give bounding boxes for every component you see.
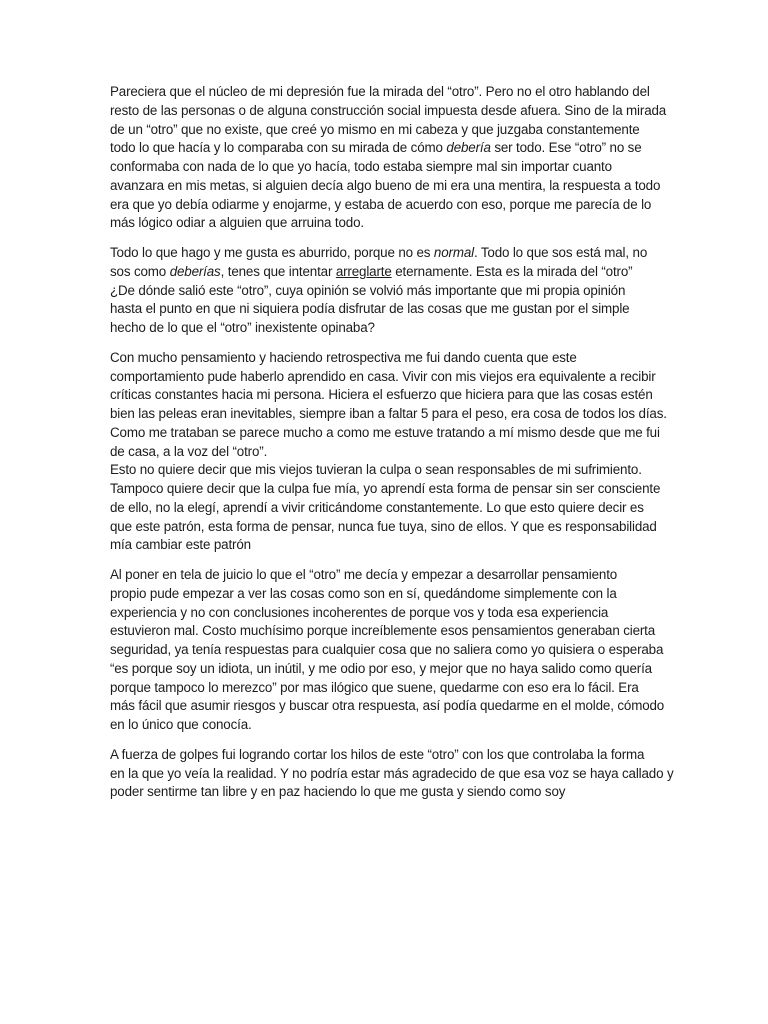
text-line [110, 214, 660, 233]
text-line [110, 424, 660, 443]
text-line [110, 319, 660, 338]
text-segment: Pareciera que el núcleo de mi depresión fue la mirada del “otro”. Pero no el otro hablando del [110, 84, 650, 99]
text-segment: resto de las personas o de alguna construcción social impuesta desde afuera. Sino de la mirada [110, 102, 667, 118]
text-segment: en la que yo veía la realidad. Y no podría estar más agradecido de que esa voz se haya callado y [110, 765, 674, 781]
text-segment: de un “otro” que no existe, que creé yo mismo en mi cabeza y que juzgaba constantemente [110, 121, 640, 137]
text-line [110, 499, 660, 518]
text-segment: Esto no quiere decir que mis viejos tuvieran la culpa o sean responsables de mi sufrimiento. [110, 462, 642, 478]
text-segment: hecho de lo que el “otro” inexistente opinaba? [110, 320, 375, 335]
emphasized-text: debería [446, 140, 491, 156]
text-line [110, 461, 660, 480]
text-segment: estuvieron mal. Costo muchísimo porque increíblemente esos pensamientos generaban cierta [110, 623, 656, 639]
text-segment: bien las peleas eran inevitables, siempre iban a faltar 5 para el peso, era cosa de todos los días. [110, 406, 667, 421]
text-segment: era que yo debía odiarme y enojarme, y estaba de acuerdo con eso, porque me parecía de lo [110, 196, 652, 212]
text-line [110, 102, 667, 121]
paragraph [110, 746, 674, 802]
text-line [110, 121, 660, 140]
emphasized-text: deberías [169, 263, 221, 279]
text-segment: Como me trataban se parece mucho a como me estuve tratando a mí mismo desde que me fui [110, 424, 660, 440]
emphasized-text: normal [433, 245, 474, 260]
text-line [110, 480, 660, 499]
text-segment: eternamente. Esta es la mirada del “otro” [391, 263, 633, 279]
text-line [110, 518, 660, 537]
text-line [110, 716, 660, 735]
paragraph [110, 244, 660, 338]
text-segment: experiencia y no con conclusiones incoherentes de porque vos y toda esa experiencia [110, 604, 609, 620]
text-segment: en lo único que conocía. [110, 717, 252, 732]
text-segment: de casa, a la voz del “otro”. [110, 443, 268, 459]
text-segment: Al poner en tela de juicio lo que el “otro” me decía y empezar a desarrollar pensamiento [110, 567, 618, 582]
text-line [110, 566, 660, 585]
text-line [110, 765, 674, 784]
text-segment: , tenes que intentar [220, 263, 336, 279]
text-line [110, 783, 660, 802]
text-segment: más fácil que asumir riesgos y buscar otra respuesta, así podía quedarme en el molde, cómodo [110, 698, 665, 714]
text-segment: Tampoco quiere decir que la culpa fue mía, yo aprendí esta forma de pensar sin ser consciente [110, 481, 661, 496]
text-segment: críticas constantes hacia mi persona. Hiciera el esfuerzo que hiciera para que las cosas estén [110, 387, 653, 403]
paragraph [110, 83, 667, 233]
text-segment: conformaba con nada de lo que yo hacía, todo estaba siempre mal sin importar cuanto [110, 159, 612, 174]
text-line [110, 697, 665, 716]
text-line [110, 622, 660, 641]
paragraph [110, 566, 665, 735]
text-line [110, 263, 660, 282]
text-segment: Todo lo que hago y me gusta es aburrido, porque no es [110, 245, 434, 260]
text-segment: hasta el punto en que ni siquiera podía disfrutar de las cosas que me gustan por el simple [110, 301, 630, 317]
text-line [110, 660, 660, 679]
text-segment: . Todo lo que sos está mal, no [473, 245, 648, 260]
text-segment: más lógico odiar a alguien que arruina todo. [110, 215, 364, 231]
text-line [110, 177, 660, 196]
text-segment: porque tampoco lo merezco” por mas ilógico que suene, quedarme con eso era lo fácil. Era [110, 679, 639, 695]
text-line [110, 746, 660, 765]
text-line [110, 244, 660, 263]
text-line [110, 83, 660, 102]
text-segment: avanzara en mis metas, si alguien decía algo bueno de mi era una mentira, la respuesta a todo [110, 177, 661, 193]
text-line [110, 368, 660, 387]
text-segment: ser todo. Ese “otro” no se [490, 140, 642, 156]
paragraph [110, 349, 667, 555]
text-line [110, 282, 660, 301]
text-segment: A fuerza de golpes fui logrando cortar los hilos de este “otro” con los que controlaba la forma [110, 746, 645, 762]
text-segment: ¿De dónde salió este “otro”, cuya opinión se volvió más importante que mi propia opinión [110, 282, 626, 298]
text-line [110, 679, 660, 698]
text-segment: propio pude empezar a ver las cosas como son en sí, quedándome simplemente con la [110, 585, 617, 601]
text-line [110, 536, 660, 555]
text-segment: todo lo que hacía y lo comparaba con su mirada de cómo [110, 140, 447, 156]
text-segment: seguridad, ya tenía respuestas para cualquier cosa que no saliera como yo quisiera o esperaba [110, 642, 664, 657]
text-segment: sos como [110, 263, 170, 279]
text-line [110, 641, 664, 660]
text-line [110, 585, 660, 604]
text-segment: Con mucho pensamiento y haciendo retrospectiva me fui dando cuenta que este [110, 349, 577, 365]
text-segment: mía cambiar este patrón [110, 537, 251, 553]
text-line [110, 349, 660, 368]
text-line [110, 405, 667, 424]
underlined-text: arreglarte [335, 263, 392, 279]
text-segment: poder sentirme tan libre y en paz haciendo lo que me gusta y siendo como soy [110, 784, 566, 800]
text-segment: “es porque soy un idiota, un inútil, y me odio por eso, y mejor que no haya salido como quería [110, 660, 652, 676]
text-line [110, 443, 660, 462]
text-segment: comportamiento pude haberlo aprendido en casa. Vivir con mis viejos era equivalente a recibir [110, 368, 656, 384]
text-line [110, 386, 660, 405]
text-segment: de ello, no la elegí, aprendí a vivir criticándome constantemente. Lo que esto quiere decir es [110, 499, 644, 515]
text-line [110, 604, 660, 623]
document-body [110, 83, 674, 813]
text-line [110, 196, 660, 215]
text-line [110, 139, 660, 158]
text-segment: que este patrón, esta forma de pensar, nunca fue tuya, sino de ellos. Y que es responsabilidad [110, 518, 657, 534]
text-line [110, 300, 660, 319]
text-line [110, 158, 660, 177]
